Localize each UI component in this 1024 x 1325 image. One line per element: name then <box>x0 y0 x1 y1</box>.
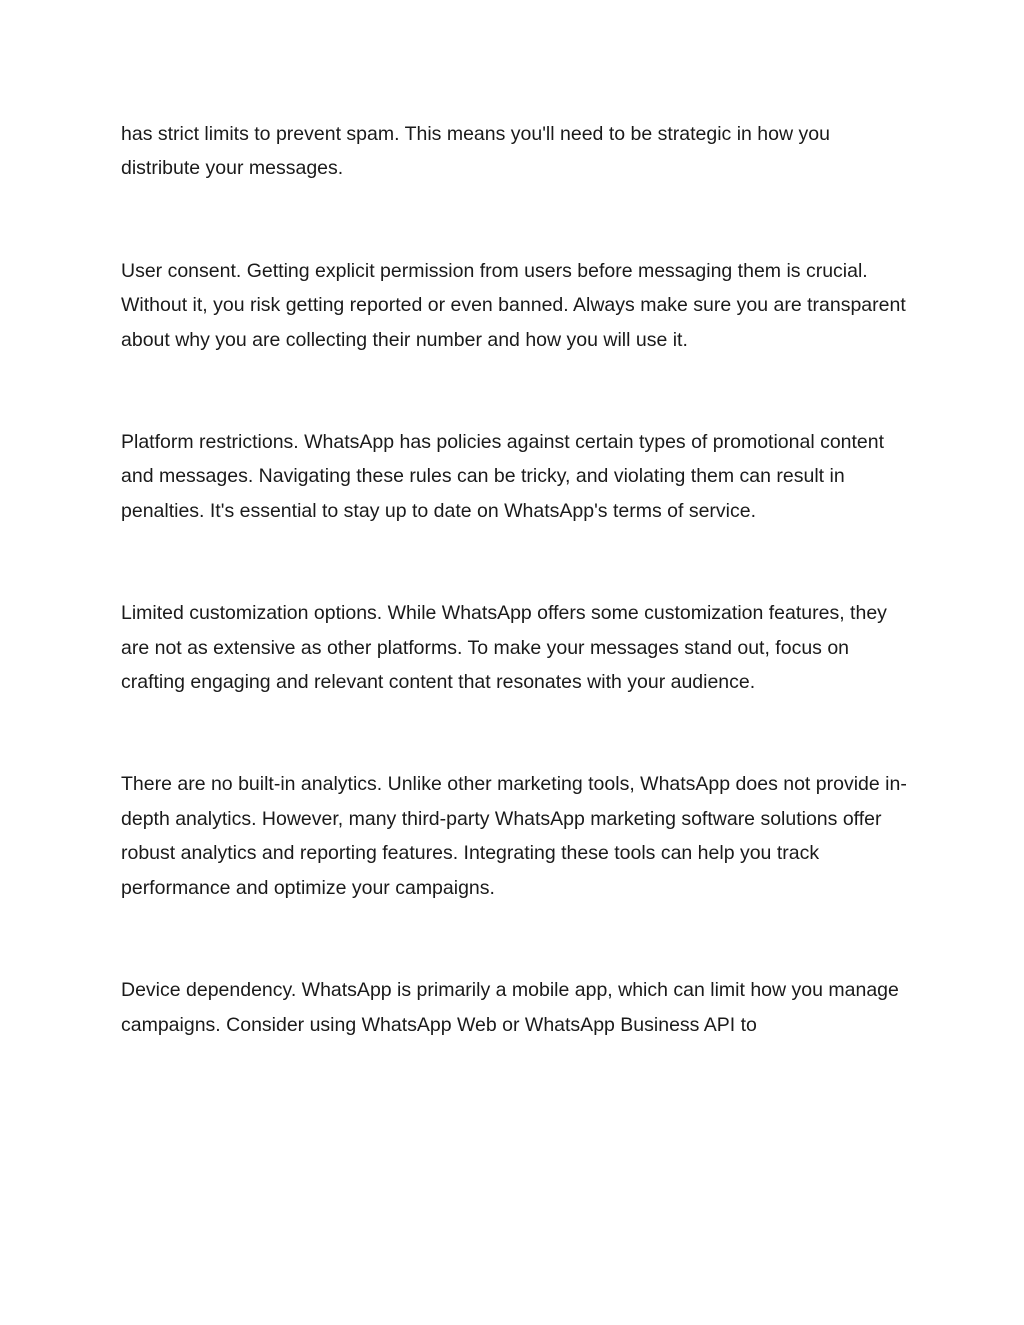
paragraph-device-dependency: Device dependency. WhatsApp is primarily a mobile app, which can limit how you manage campaigns. Consider using WhatsApp Web or WhatsApp Business API to <box>121 979 899 1036</box>
paragraph-user-consent: User consent. Getting explicit permission from users before messaging them is crucial. Without it, you risk getting reported or even banned. Always make sure you are transparent about why you are collecting their number and how you will use it. <box>121 259 906 351</box>
paragraph-spam-limits: has strict limits to prevent spam. This means you'll need to be strategic in how you distribute your messages. <box>121 123 830 180</box>
paragraph-limited-customization: Limited customization options. While WhatsApp offers some customization features, they are not as extensive as other platforms. To make your messages stand out, focus on crafting engaging and relevant content that resonates with your audience. <box>121 602 887 694</box>
document-body <box>121 117 911 1042</box>
paragraph-platform-restrictions: Platform restrictions. WhatsApp has policies against certain types of promotional content and messages. Navigating these rules can be tricky, and violating them can result in penalties. It's essential to stay up to date on WhatsApp's terms of service. <box>121 431 885 522</box>
paragraph-no-analytics: There are no built-in analytics. Unlike other marketing tools, WhatsApp does not provide in-depth analytics. However, many third-party WhatsApp marketing software solutions offer robust analytics and reporting features. Integrating these tools can help you track performance and optimize your campaigns. <box>121 773 907 899</box>
